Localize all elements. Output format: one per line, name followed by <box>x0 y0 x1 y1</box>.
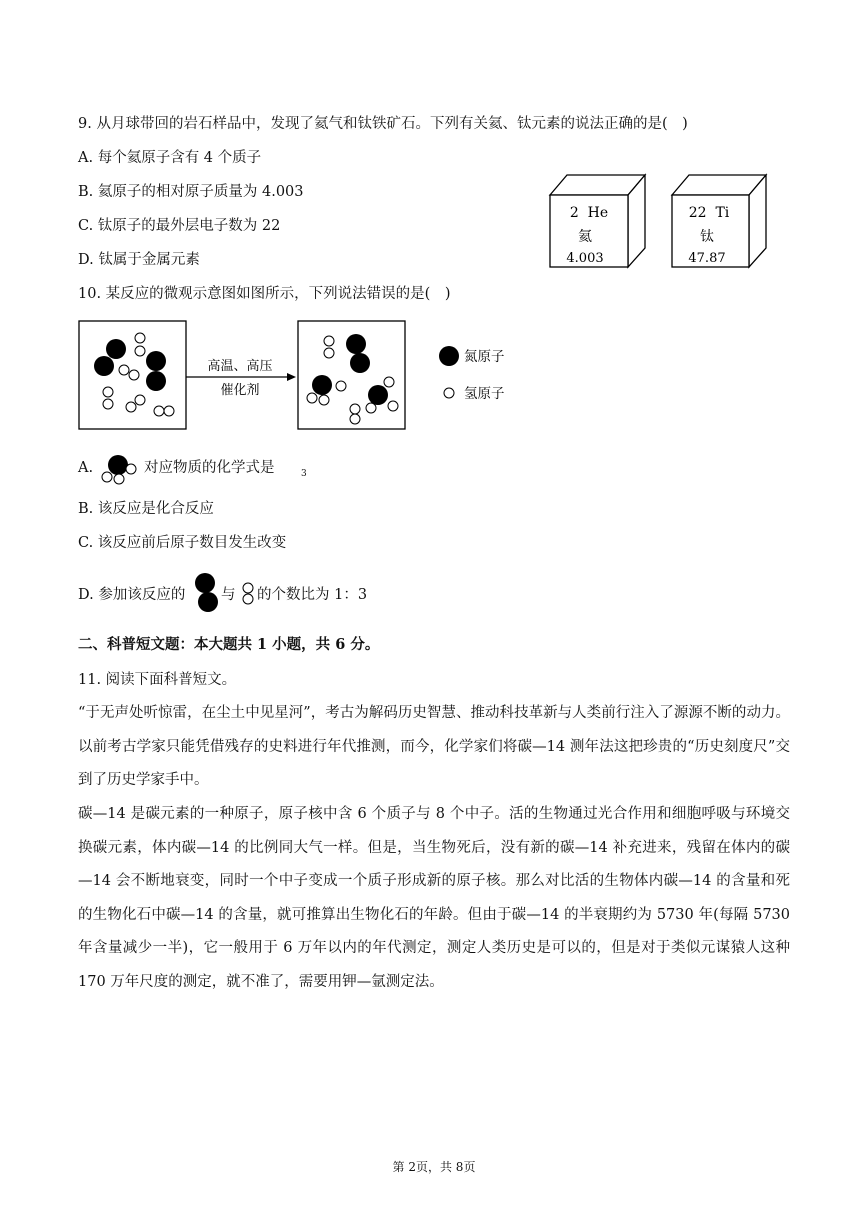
section-2-title: 二、科普短文题：本大题共 1 小题，共 6 分。 <box>78 636 380 653</box>
h-atom <box>350 414 360 424</box>
h-atom <box>319 395 329 405</box>
legend-h-label: 氢原子 <box>464 386 505 402</box>
legend-n-label: 氮原子 <box>464 349 505 365</box>
page-number: 第 2页，共 8页 <box>392 1160 476 1174</box>
condition-top: 高温、高压 <box>207 359 273 374</box>
q10-option-b: B. 该反应是化合反应 <box>78 501 214 517</box>
n-atom <box>146 351 166 371</box>
element-cards-figure <box>545 170 775 272</box>
h-atom <box>350 404 360 414</box>
legend-h-atom <box>444 388 454 398</box>
q11-intro: 11. 阅读下面科普短文。 <box>78 672 237 688</box>
helium-number-symbol: 2 He <box>569 205 609 221</box>
n-atom <box>94 356 114 376</box>
h-atom <box>388 401 398 411</box>
n-atom <box>346 334 366 354</box>
condition-bottom: 催化剂 <box>220 383 260 398</box>
h-atom <box>154 406 164 416</box>
h-atom <box>384 377 394 387</box>
h-atom <box>103 399 113 409</box>
h-atom <box>336 381 346 391</box>
q10-option-d-prefix: D. 参加该反应的 <box>78 587 186 603</box>
n-atom <box>146 371 166 391</box>
h-atom <box>164 406 174 416</box>
q9-stem: 9. 从月球带回的岩石样品中，发现了氦气和钛铁矿石。下列有关氦、钛元素的说法正确的是( ) <box>78 116 688 132</box>
h-atom <box>324 348 334 358</box>
q10-option-d-mid: 与 <box>221 587 236 603</box>
titanium-number-symbol: 22 Ti <box>688 205 730 221</box>
titanium-mass: 47.87 <box>688 251 726 266</box>
reactants-box <box>79 321 186 429</box>
n-atom <box>350 353 370 373</box>
reaction-arrow <box>186 358 296 398</box>
ammonia-molecule-icon <box>98 452 142 486</box>
q10-stem: 10. 某反应的微观示意图如图所示，下列说法错误的是( ) <box>78 286 451 302</box>
q9-option-a: A. 每个氦原子含有 4 个质子 <box>78 150 262 166</box>
reaction-diagram <box>75 318 525 436</box>
h-atom <box>366 403 376 413</box>
helium-card <box>550 175 645 267</box>
helium-mass: 4.003 <box>566 251 604 266</box>
h-atom <box>129 370 139 380</box>
q11-paragraph-1: “于无声处听惊雷，在尘土中见星河”，考古为解码历史智慧、推动科技革新与人类前行注入了源源不断的动力。以前考古学家只能凭借残存的史料进行年代推测，而今，化学家们将碳—14 测年法这把珍贵的“历史刻度尺”交到了历史学家手中。 <box>78 705 790 788</box>
h-atom <box>135 395 145 405</box>
n-atom <box>368 385 388 405</box>
titanium-card <box>672 175 766 267</box>
nitrogen-molecule-icon <box>192 570 220 616</box>
h-atom <box>307 393 317 403</box>
q10-option-d-suffix: 的个数比为 1：3 <box>257 587 368 603</box>
legend-n-atom <box>439 346 459 366</box>
h-atom <box>135 333 145 343</box>
q11-paragraph-2: 碳—14 是碳元素的一种原子，原子核中含 6 个质子与 8 个中子。活的生物通过光合作用和细胞呼吸与环境交换碳元素，体内碳—14 的比例同大气一样。但是，当生物死后，没有新的碳—14 补充进来，残留在体内的碳—14 会不断地衰变，同时一个中子变成一个质子形成新的原子核。那么对比活的生物体内碳—14 的含量和死的生物化石中碳—14 的含量，就可推算出生物化石的年龄。但由于碳—14 的半衰期约为 5730 年(每隔 5730 年含量减少一半)，它一般用于 6 万年以内的年代测定，测定人类历史是可以的，但是对于类似元谋猿人这种 170 万年尺度的测定，就不准了，需要用钾—氩测定法。 <box>78 806 790 990</box>
h-atom <box>103 387 113 397</box>
products-box <box>298 321 405 429</box>
q9-option-c: C. 钛原子的最外层电子数为 22 <box>78 218 281 234</box>
q10-option-c: C. 该反应前后原子数目发生改变 <box>78 535 287 551</box>
q9-option-d: D. 钛属于金属元素 <box>78 252 200 268</box>
q9-option-b: B. 氦原子的相对原子质量为 4.003 <box>78 184 304 200</box>
h-atom <box>126 402 136 412</box>
h-atom <box>135 346 145 356</box>
n-atom <box>106 339 126 359</box>
q10-option-a-text: 对应物质的化学式是 <box>144 460 275 476</box>
titanium-name: 钛 <box>700 229 714 245</box>
h-atom <box>119 365 129 375</box>
q10-option-a-subscript: 3 <box>301 469 307 479</box>
n-atom <box>312 375 332 395</box>
q10-option-a-prefix: A. <box>78 460 94 476</box>
legend <box>439 346 505 402</box>
hydrogen-molecule-icon <box>240 581 256 609</box>
h-atom <box>324 336 334 346</box>
helium-name: 氦 <box>578 229 592 245</box>
